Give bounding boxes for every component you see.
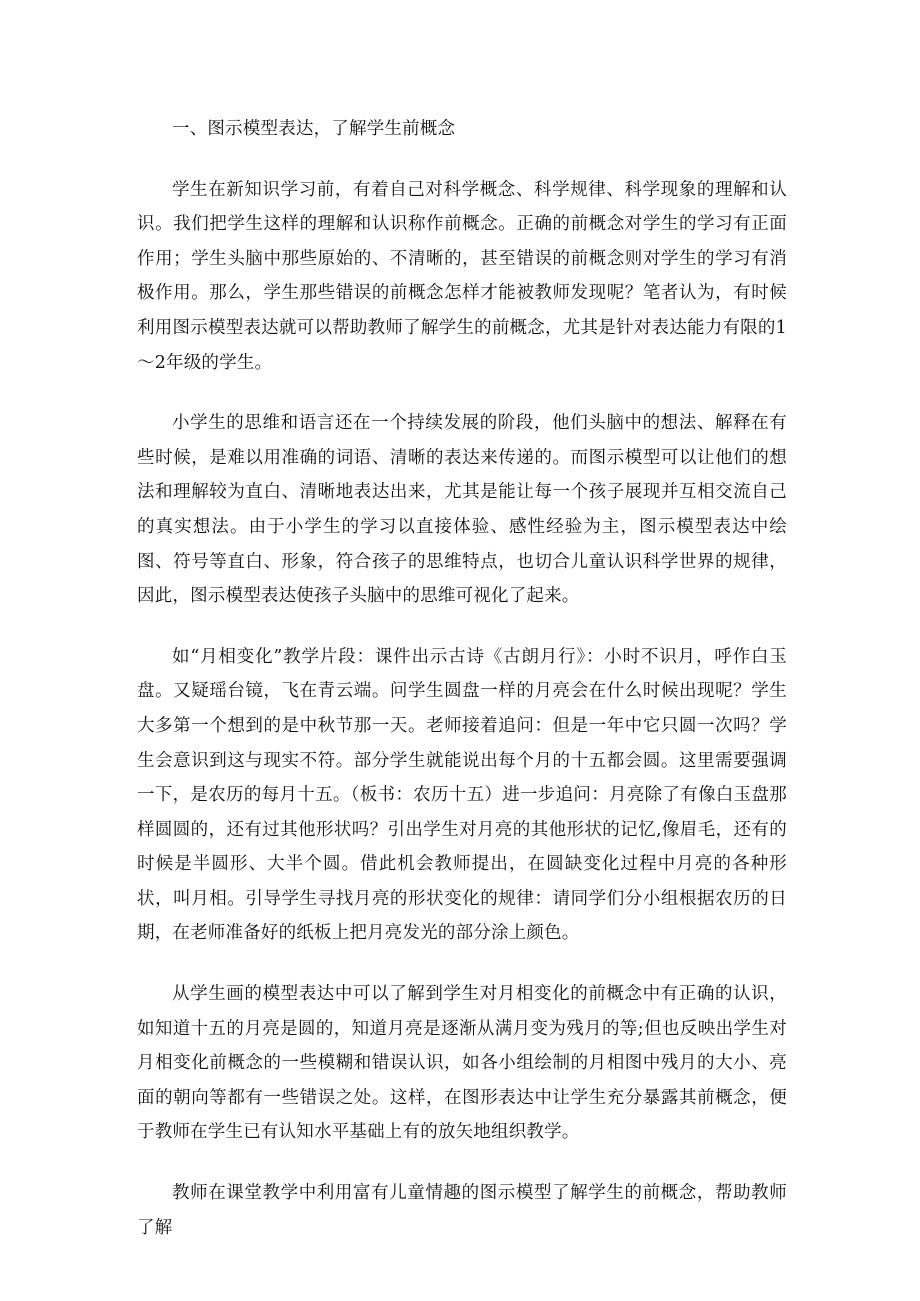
paragraph-teacher-usage: 教师在课堂教学中利用富有儿童情趣的图示模型了解学生的前概念，帮助教师了解 (137, 1183, 787, 1238)
paragraph-moon-phase-example: 如“月相变化”教学片段：课件出示古诗《古朗月行》：小时不识月，呼作白玉盘。又疑瑶台镜，飞在青云端。问学生圆盘一样的月亮会在什么时候出现呢？学生大多第一个想到的是中秋节那一天。老师接着追问：但是一年中它只圆一次吗？学生会意识到这与现实不符。部分学生就能说出每个月的十五都会圆。这里需要强调一下，是农历的每月十五。（板书：农历十五）进一步追问：月亮除了有像白玉盘那样圆圆的，还有过其他形状吗？引出学生对月亮的其他形状的记忆,像眉毛，还有的时候是半圆形、大半个圆。借此机会教师提出，在圆缺变化过程中月亮的各种形状，叫月相。引导学生寻找月亮的形状变化的规律：请同学们分小组根据农历的日期，在老师准备好的纸板上把月亮发光的部分涂上颜色。 (137, 646, 787, 944)
paragraph-student-thinking: 小学生的思维和语言还在一个持续发展的阶段，他们头脑中的想法、解释在有些时候，是难以用准确的词语、清晰的表达来传递的。而图示模型可以让他们的想法和理解较为直白、清晰地表达出来，尤其是能让每一个孩子展现并互相交流自己的真实想法。由于小学生的学习以直接体验、感性经验为主，图示模型表达中绘图、符号等直白、形象，符合孩子的思维特点，也切合儿童认识科学世界的规律，因此，图示模型表达使孩子头脑中的思维可视化了起来。 (137, 413, 787, 607)
paragraph-preconception-definition: 学生在新知识学习前，有着自己对科学概念、科学规律、科学现象的理解和认识。我们把学生这样的理解和认识称作前概念。正确的前概念对学生的学习有正面作用；学生头脑中那些原始的、不清晰的，甚至错误的前概念则对学生的学习有消极作用。那么，学生那些错误的前概念怎样才能被教师发现呢？笔者认为，有时候利用图示模型表达就可以帮助教师了解学生的前概念，尤其是针对表达能力有限的1～2年级的学生。 (137, 179, 787, 373)
paragraph-model-findings: 从学生画的模型表达中可以了解到学生对月相变化的前概念中有正确的认识，如知道十五的月亮是圆的，知道月亮是逐渐从满月变为残月的等;但也反映出学生对月相变化前概念的一些模糊和错误认识，如各小组绘制的月相图中残月的大小、亮面的朝向等都有一些错误之处。这样，在图形表达中让学生充分暴露其前概念，便于教师在学生已有认知水平基础上有的放矢地组织教学。 (137, 984, 787, 1143)
section-heading: 一、图示模型表达，了解学生前概念 (172, 119, 456, 139)
document-body (137, 112, 787, 1269)
